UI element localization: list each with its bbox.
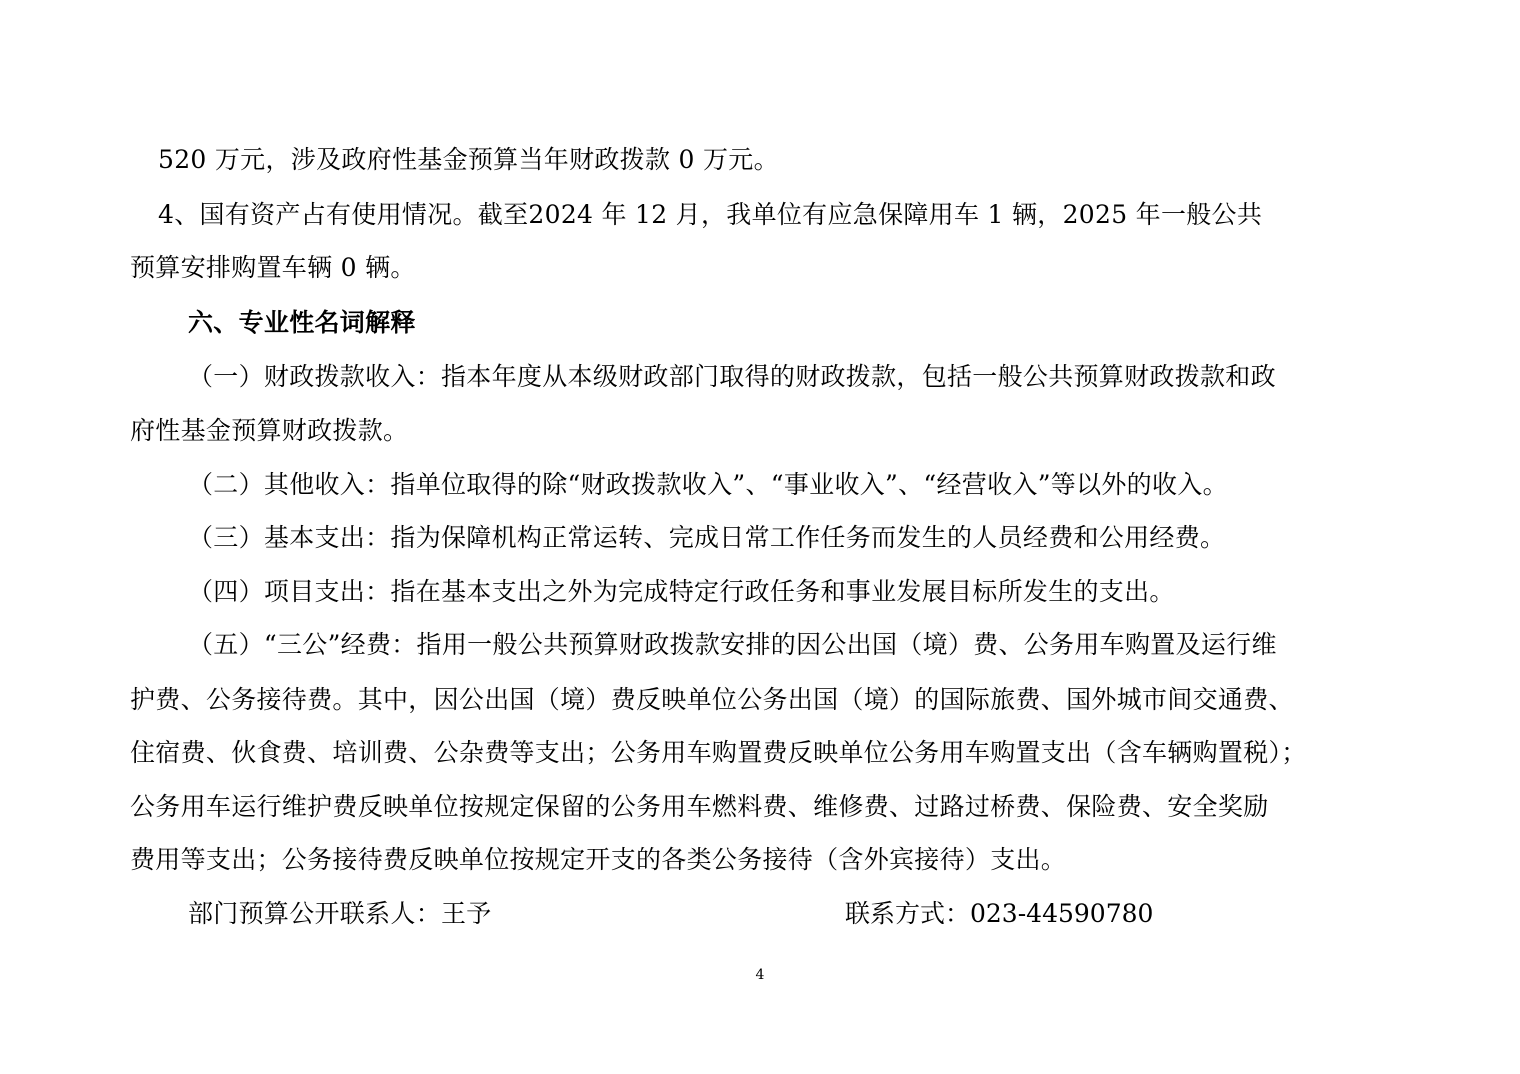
- paragraph-line: 预算安排购置车辆 0 辆。: [130, 253, 416, 282]
- paragraph-line: 520 万元，涉及政府性基金预算当年财政拨款 0 万元。: [158, 145, 779, 174]
- section-heading: 六、专业性名词解释: [188, 308, 416, 337]
- definition-line: （一）财政拨款收入：指本年度从本级财政部门取得的财政拨款，包括一般公共预算财政拨款和政: [188, 362, 1276, 391]
- definition-line: 府性基金预算财政拨款。: [130, 416, 409, 445]
- paragraph-line: 4、国有资产占有使用情况。截至2024 年 12 月，我单位有应急保障用车 1 辆，2025 年一般公共: [158, 200, 1263, 229]
- contact-method: 联系方式：023-44590780: [845, 899, 1154, 928]
- definition-line: （五）“三公”经费：指用一般公共预算财政拨款安排的因公出国（境）费、公务用车购置及运行维: [188, 630, 1277, 659]
- page-number: 4: [755, 967, 765, 983]
- contact-person: 部门预算公开联系人：王予: [188, 899, 492, 928]
- definition-line: 护费、公务接待费。其中，因公出国（境）费反映单位公务出国（境）的国际旅费、国外城市间交通费、: [130, 685, 1294, 714]
- definition-line: （三）基本支出：指为保障机构正常运转、完成日常工作任务而发生的人员经费和公用经费。: [188, 523, 1226, 552]
- definition-line: 公务用车运行维护费反映单位按规定保留的公务用车燃料费、维修费、过路过桥费、保险费、安全奖励: [130, 792, 1269, 821]
- definition-line: （四）项目支出：指在基本支出之外为完成特定行政任务和事业发展目标所发生的支出。: [188, 577, 1175, 606]
- definition-line: 住宿费、伙食费、培训费、公杂费等支出；公务用车购置费反映单位公务用车购置支出（含车辆购置税）；: [130, 738, 1307, 767]
- definition-line: 费用等支出；公务接待费反映单位按规定开支的各类公务接待（含外宾接待）支出。: [130, 845, 1067, 874]
- definition-line: （二）其他收入：指单位取得的除“财政拨款收入”、“事业收入”、“经营收入”等以外的收入。: [188, 470, 1228, 499]
